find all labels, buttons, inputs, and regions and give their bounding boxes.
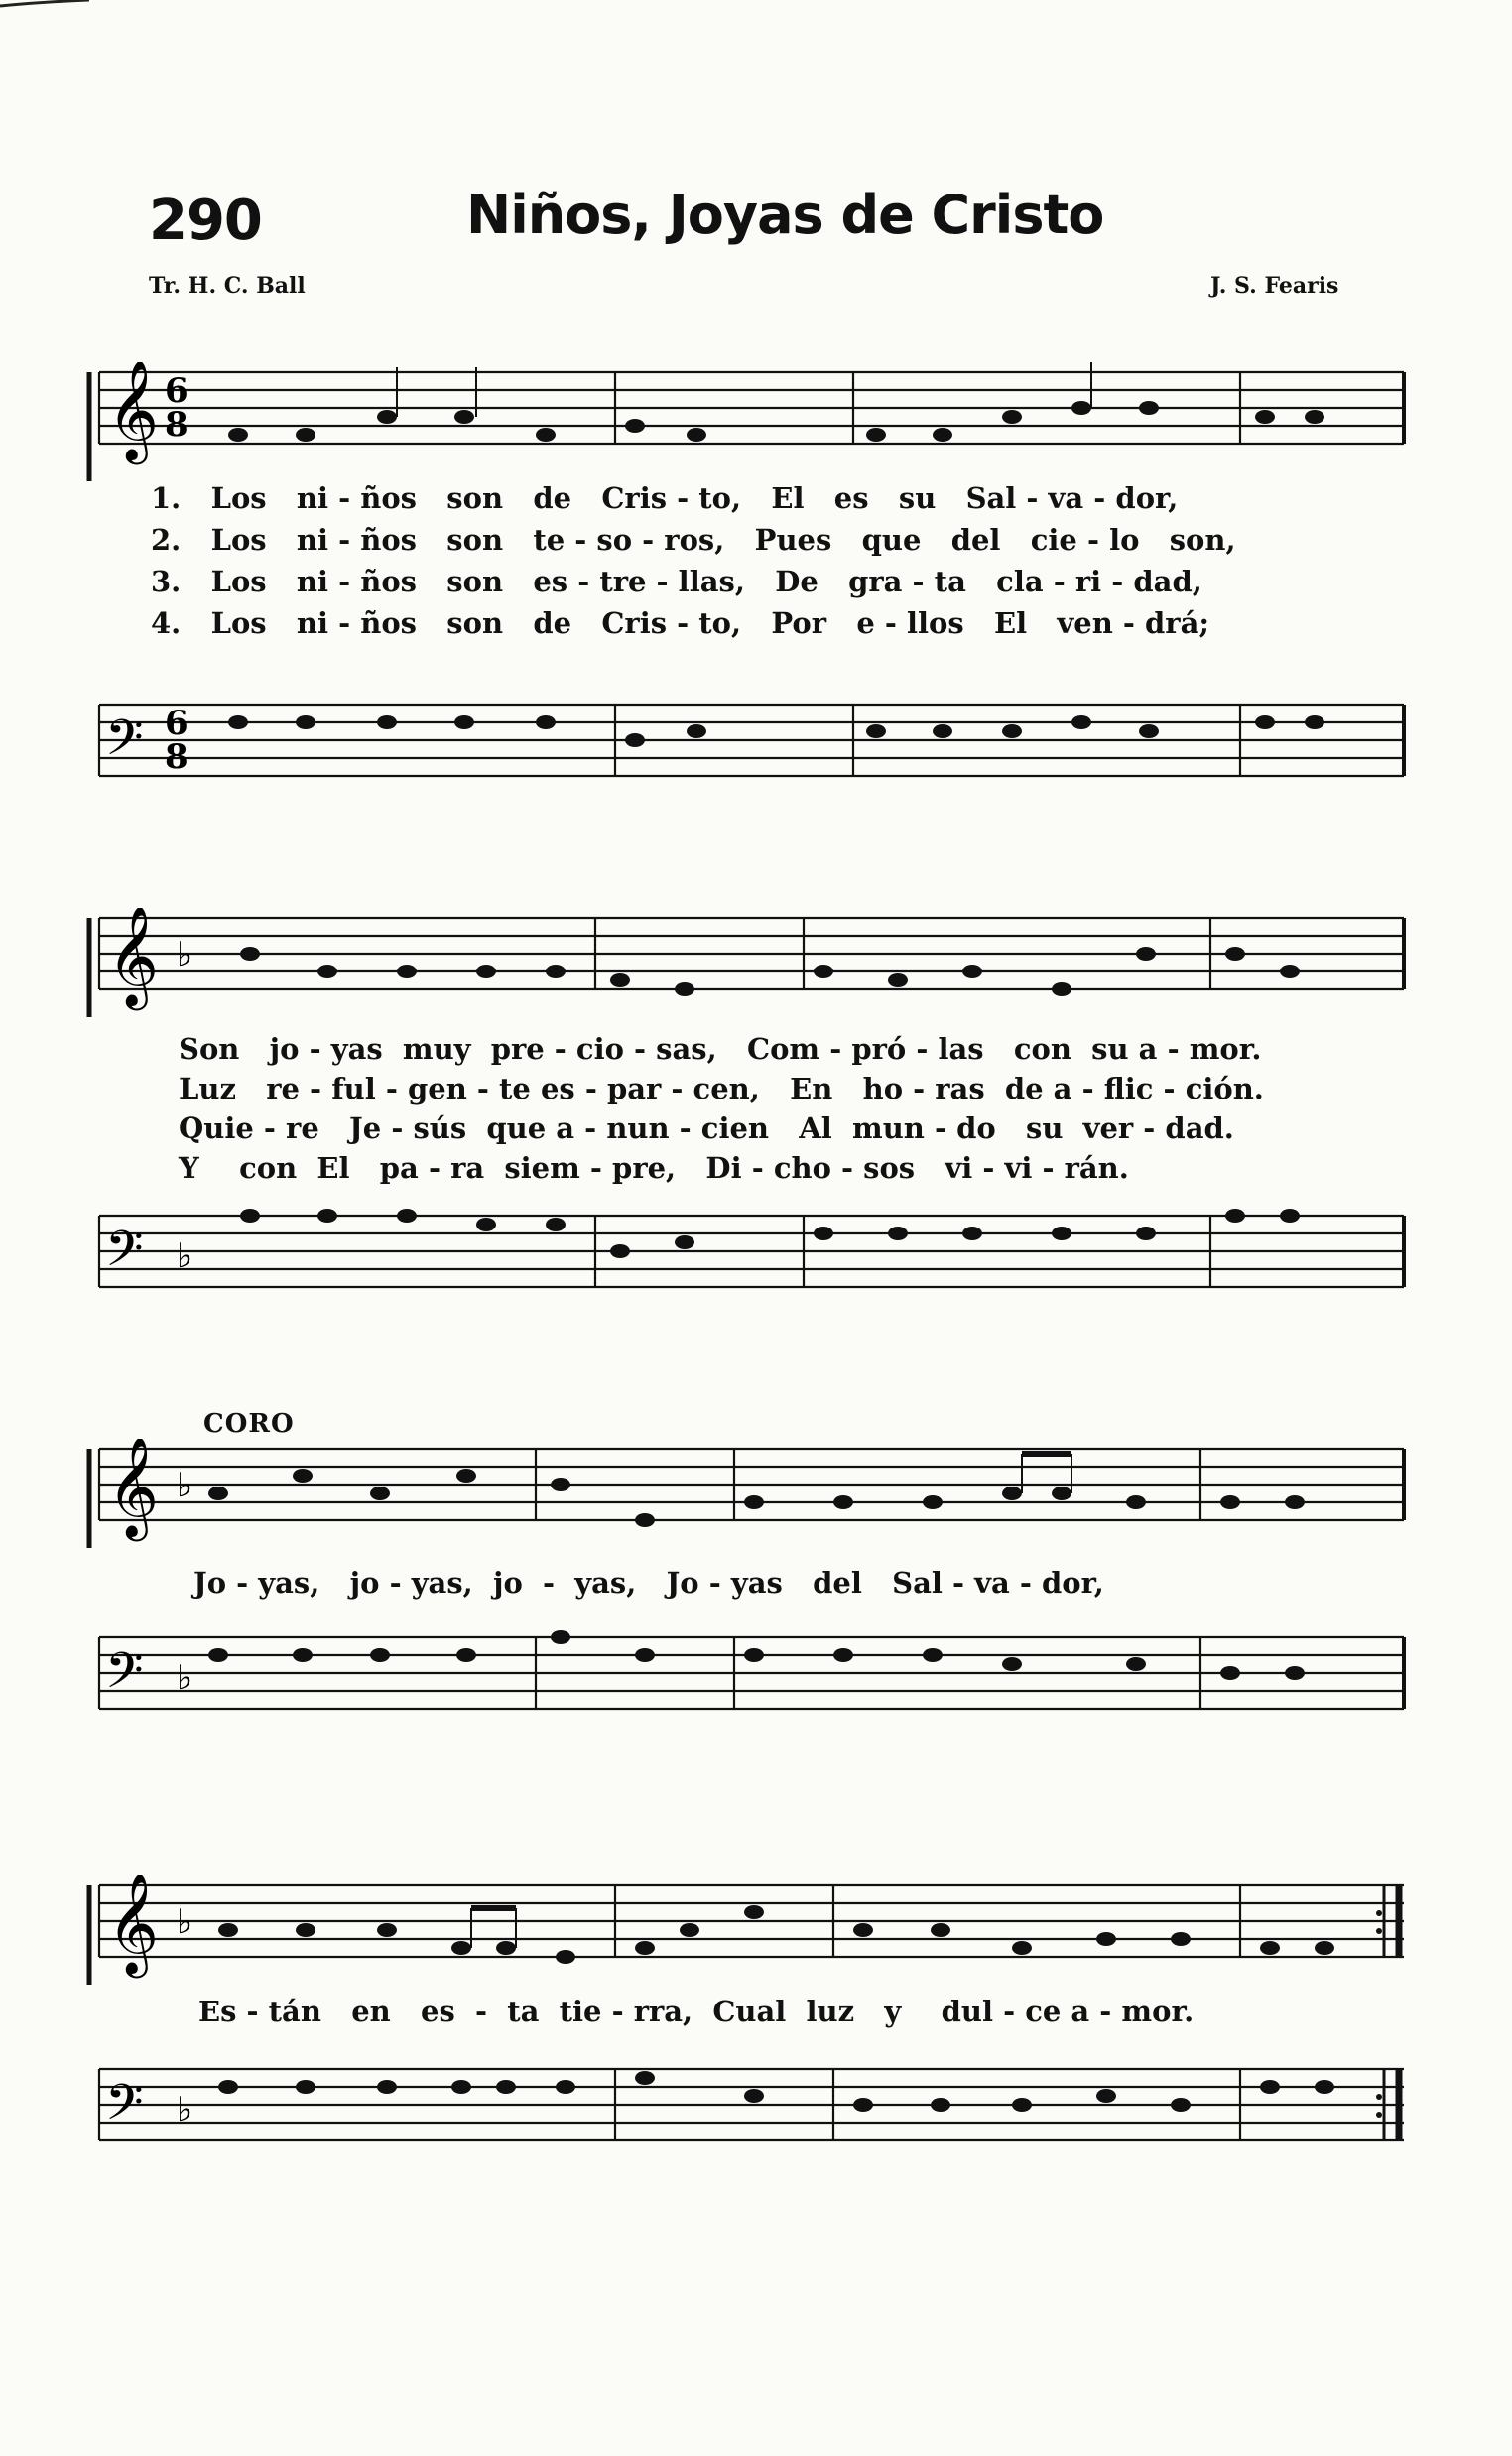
- system3-treble-staff: [79, 1439, 1409, 1548]
- lyric-verse4-line2: Y con El pa - ra siem - pre, Di - cho - sos vi - vi - rán.: [179, 1151, 1129, 1185]
- bass-clef-icon: 𝄢: [105, 1642, 144, 1712]
- treble-clef-icon: 𝄞: [107, 908, 160, 1006]
- flat-key-icon: ♭: [177, 1466, 193, 1505]
- treble-clef-icon: 𝄞: [107, 1875, 160, 1974]
- treble-clef-icon: 𝄞: [107, 362, 160, 460]
- composer-credit: J. S. Fearis: [1210, 273, 1339, 299]
- lyric-chorus-line2: Es - tán en es - ta tie - rra, Cual luz y dul - ce a - mor.: [198, 1995, 1195, 2028]
- flat-key-icon: ♭: [177, 1236, 193, 1276]
- svg-text:6: 6: [165, 371, 189, 411]
- lyric-verse2-line2: Luz re - ful - gen - te es - par - cen, En ho - ras de a - flic - ción.: [179, 1072, 1264, 1105]
- system3-bass-staff: [79, 1608, 1409, 1737]
- flat-key-icon: ♭: [177, 1658, 193, 1698]
- lyric-verse2-line1: 2. Los ni - ños son te - so - ros, Pues que del cie - lo son,: [151, 523, 1236, 557]
- flat-key-icon: ♭: [177, 935, 193, 974]
- svg-text:8: 8: [165, 405, 189, 445]
- chorus-label: CORO: [203, 1409, 295, 1439]
- lyric-verse4-line1: 4. Los ni - ños son de Cris - to, Por e - llos El ven - drá;: [151, 606, 1210, 640]
- system1-bass-staff: [79, 685, 1409, 804]
- bass-clef-icon: 𝄢: [105, 1221, 144, 1290]
- bass-clef-icon: 𝄢: [105, 2074, 144, 2143]
- lyric-verse1-line2: Son jo - yas muy pre - cio - sas, Com - pró - las con su a - mor.: [179, 1032, 1262, 1066]
- system1-treble-staff: [79, 362, 1409, 481]
- translator-credit: Tr. H. C. Ball: [149, 273, 306, 299]
- system2-bass-staff: [79, 1196, 1409, 1315]
- lyric-verse3-line1: 3. Los ni - ños son es - tre - llas, De gra - ta cla - ri - dad,: [151, 565, 1202, 598]
- hymn-number: 290: [149, 189, 262, 253]
- page-corner-mark: [0, 0, 89, 8]
- flat-key-icon: ♭: [177, 2090, 193, 2130]
- lyric-chorus-line1: Jo - yas, jo - yas, jo - yas, Jo - yas del Sal - va - dor,: [193, 1566, 1104, 1600]
- treble-clef-icon: 𝄞: [107, 1439, 160, 1537]
- svg-text:8: 8: [165, 737, 189, 777]
- flat-key-icon: ♭: [177, 1902, 193, 1942]
- bass-clef-icon: 𝄢: [105, 710, 144, 779]
- lyric-verse1-line1: 1. Los ni - ños son de Cris - to, El es su Sal - va - dor,: [151, 481, 1179, 515]
- system4-treble-staff: [79, 1875, 1409, 1985]
- hymn-title: Niños, Joyas de Cristo: [466, 184, 1104, 246]
- system2-treble-staff: [79, 908, 1409, 1017]
- svg-text:6: 6: [165, 704, 189, 743]
- lyric-verse3-line2: Quie - re Je - sús que a - nun - cien Al mun - do su ver - dad.: [179, 1111, 1234, 1145]
- system4-bass-staff: [79, 2039, 1409, 2168]
